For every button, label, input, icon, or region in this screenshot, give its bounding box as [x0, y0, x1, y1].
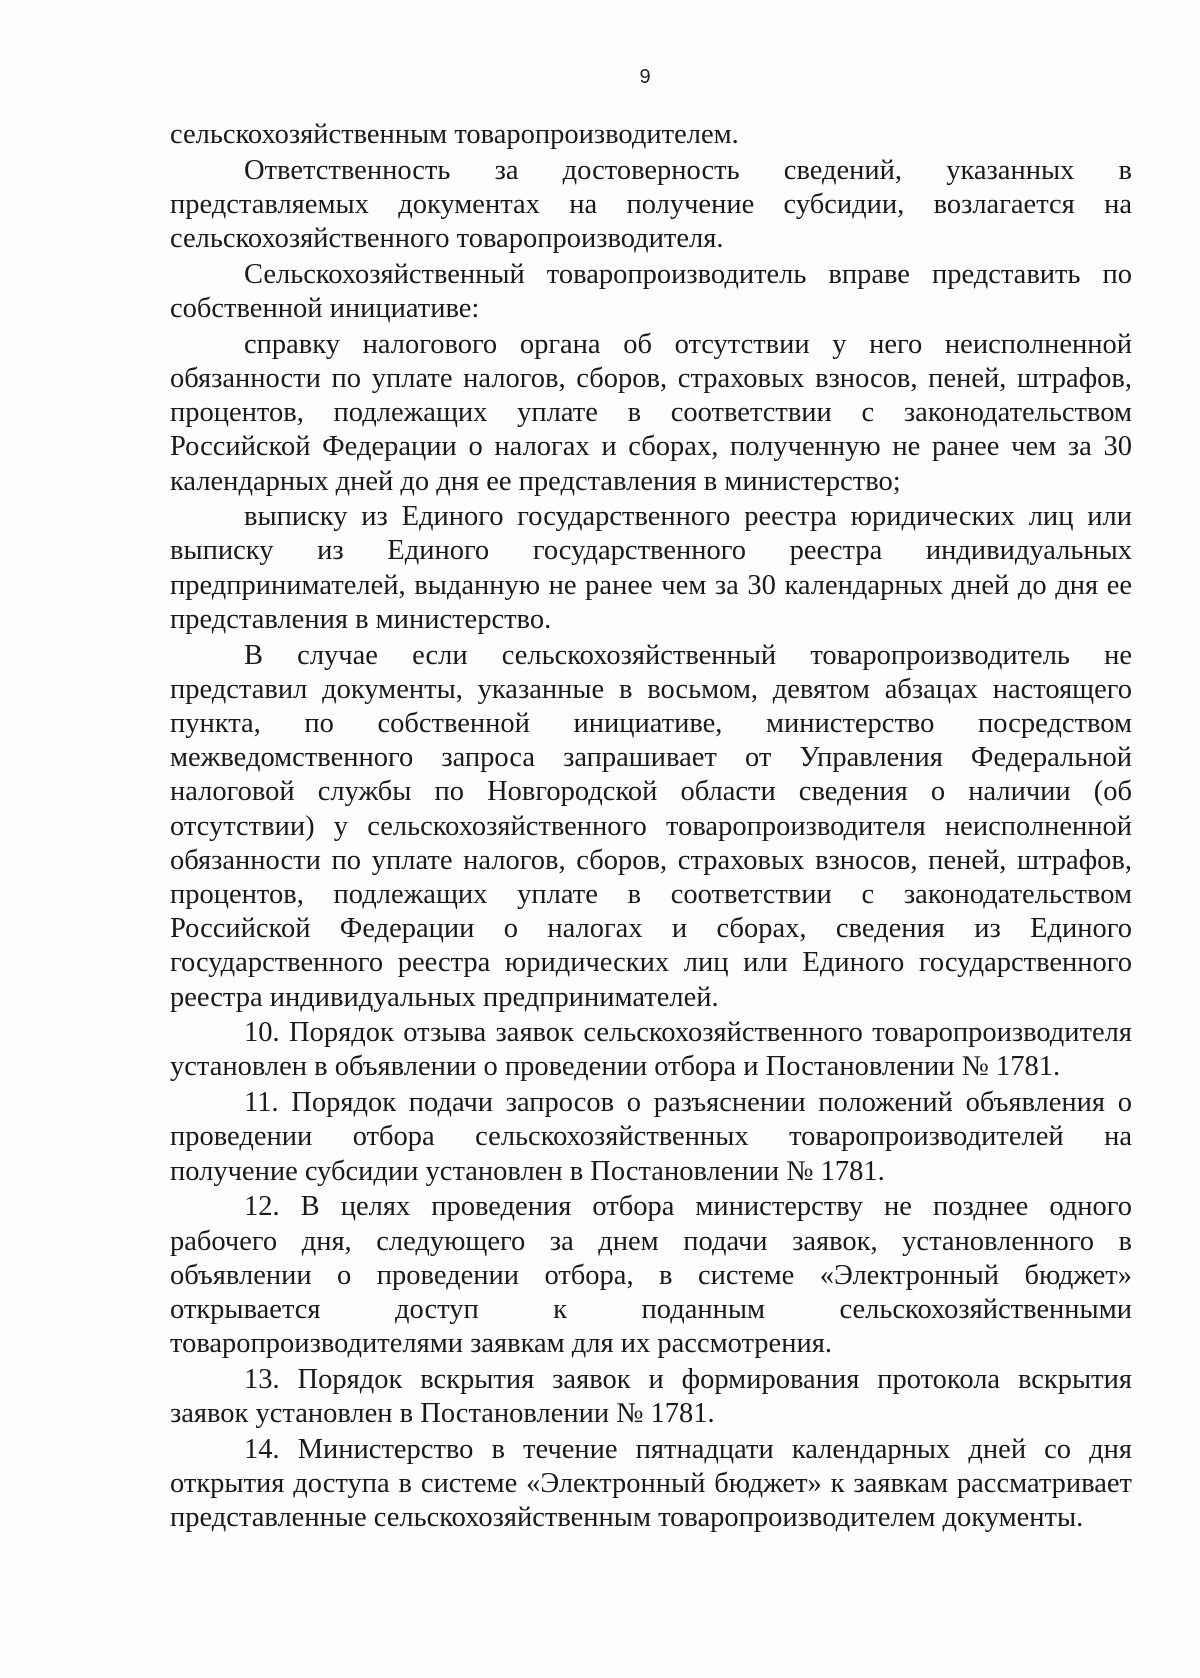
paragraph: 11. Порядок подачи запросов о разъяснении положений объявления о проведении отбора сельскохозяйственных товаропроизводителей на получение субсидии установлен в Постановлении № 1781.	[170, 1087, 1132, 1187]
paragraph: справку налогового органа об отсутствии у него неисполненной обязанности по уплате налогов, сборов, страховых взносов, пеней, штрафов, процентов, подлежащих уплате в соответствии с законодательством Российской Федерации о налогах и сборах, полученную не ранее чем за 30 календарных дней до дня ее представления в министерство;	[170, 328, 1132, 497]
paragraph: выписку из Единого государственного реестра юридических лиц или выписку из Единого государственного реестра индивидуальных предпринимателей, выданную не ранее чем за 30 календарных дней до дня ее представления в министерство.	[170, 501, 1132, 635]
paragraph: Ответственность за достоверность сведений, указанных в представляемых документах на получение субсидии, возлагается на сельскохозяйственного товаропроизводителя.	[170, 154, 1132, 255]
paragraph: 13. Порядок вскрытия заявок и формирования протокола вскрытия заявок установлен в Постановлении № 1781.	[170, 1363, 1132, 1430]
paragraph: В случае если сельскохозяйственный товаропроизводитель не представил документы, указанные в восьмом, девятом абзацах настоящего пункта, по собственной инициативе, министерство посредством межведомственного запроса запрашивает от Управления Федеральной налоговой службы по Новгородской области сведения о наличии (об отсутствии) у сельскохозяйственного товаропроизводителя неисполненной обязанности по уплате налогов, сборов, страховых взносов, пеней, штрафов, процентов, подлежащих уплате в соответствии с законодательством Российской Федерации о налогах и сборах, сведения из Единого государственного реестра юридических лиц или Единого государственного реестра индивидуальных предпринимателей.	[170, 639, 1132, 1013]
page-number: 9	[639, 66, 651, 88]
paragraph: 12. В целях проведения отбора министерству не позднее одного рабочего дня, следующего за днем подачи заявок, установленного в объявлении о проведении отбора, в системе «Электронный бюджет» открывается доступ к поданным сельскохозяйственными товаропроизводителями заявкам для их рассмотрения.	[170, 1191, 1132, 1360]
document-body	[170, 118, 1132, 1537]
paragraph: 10. Порядок отзыва заявок сельскохозяйственного товаропроизводителя установлен в объявлении о проведении отбора и Постановлении № 1781.	[170, 1017, 1132, 1083]
paragraph: сельскохозяйственным товаропроизводителем.	[170, 119, 739, 150]
paragraph: Сельскохозяйственный товаропроизводитель вправе представить по собственной инициативе:	[170, 258, 1132, 325]
paragraph: 14. Министерство в течение пятнадцати календарных дней со дня открытия доступа в системе «Электронный бюджет» к заявкам рассматривает представленные сельскохозяйственным товаропроизводителем документы.	[170, 1433, 1132, 1534]
